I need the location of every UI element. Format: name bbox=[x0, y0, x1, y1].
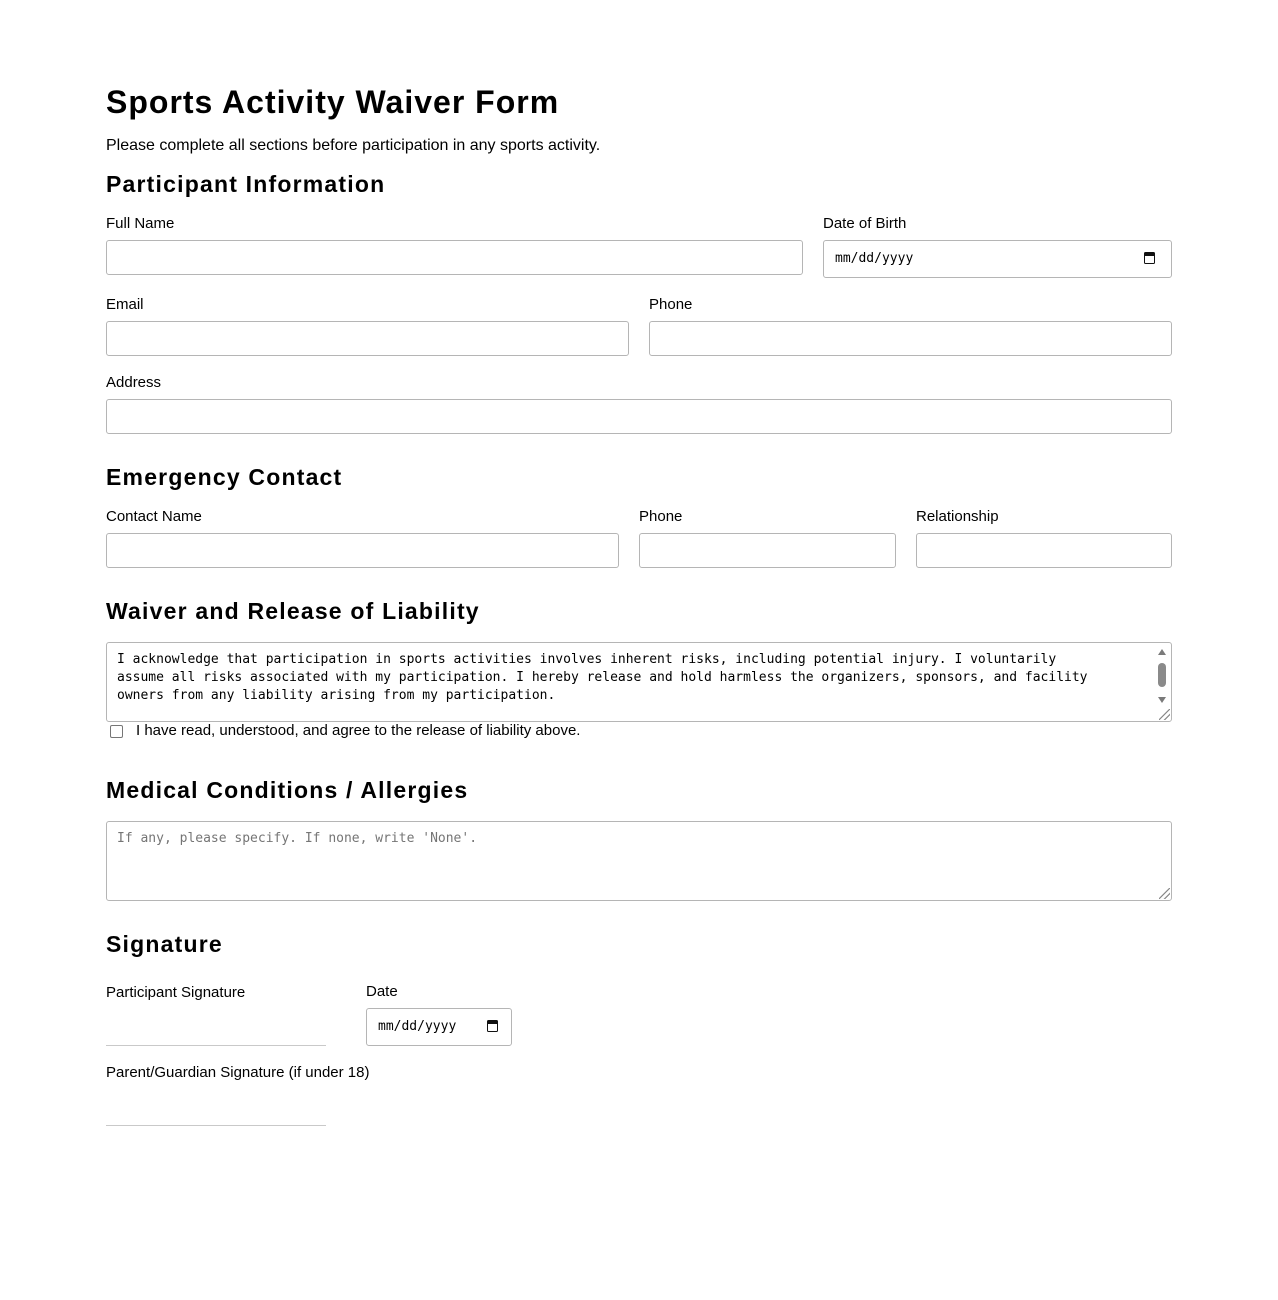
email-input[interactable] bbox=[106, 321, 629, 356]
signature-date-input[interactable] bbox=[366, 1008, 512, 1046]
contact-phone-input[interactable] bbox=[639, 533, 896, 568]
medical-placeholder: If any, please specify. If none, write 'None'. bbox=[117, 831, 478, 846]
emergency-heading: Emergency Contact bbox=[106, 464, 343, 490]
intro-text: Please complete all sections before participation in any sports activity. bbox=[106, 137, 601, 154]
address-label: Address bbox=[106, 374, 162, 391]
signature-heading: Signature bbox=[106, 931, 223, 957]
full-name-label: Full Name bbox=[106, 215, 175, 232]
signature-date-placeholder: mm/dd/yyyy bbox=[378, 1019, 457, 1034]
resize-grip-icon[interactable] bbox=[1159, 709, 1170, 720]
guardian-signature-label: Parent/Guardian Signature (if under 18) bbox=[106, 1064, 370, 1081]
phone-input[interactable] bbox=[649, 321, 1172, 356]
full-name-input[interactable] bbox=[106, 240, 803, 275]
address-input[interactable] bbox=[106, 399, 1172, 434]
scroll-up-arrow-icon[interactable] bbox=[1158, 649, 1166, 655]
email-label: Email bbox=[106, 296, 144, 313]
calendar-icon[interactable] bbox=[1144, 252, 1155, 264]
dob-input[interactable] bbox=[823, 240, 1172, 278]
medical-textarea[interactable] bbox=[106, 821, 1172, 901]
contact-name-input[interactable] bbox=[106, 533, 619, 568]
participant-heading: Participant Information bbox=[106, 171, 386, 197]
signature-date-label: Date bbox=[366, 983, 398, 1000]
scroll-thumb[interactable] bbox=[1158, 663, 1166, 687]
participant-signature-label: Participant Signature bbox=[106, 984, 246, 1001]
resize-grip-icon[interactable] bbox=[1159, 888, 1170, 899]
waiver-text: I acknowledge that participation in sports activities involves inherent risks, including potential injury. I voluntarily assume all risks associated with my participation. I hereby release and hold harmless the organizers, sponsors, and facility owners from any liability arising from my participation. bbox=[117, 652, 1088, 703]
waiver-textarea[interactable] bbox=[106, 642, 1172, 722]
contact-name-label: Contact Name bbox=[106, 508, 202, 525]
calendar-icon[interactable] bbox=[487, 1020, 498, 1032]
waiver-scrollbar[interactable] bbox=[1155, 645, 1169, 707]
relationship-input[interactable] bbox=[916, 533, 1172, 568]
dob-placeholder: mm/dd/yyyy bbox=[835, 251, 914, 266]
contact-phone-label: Phone bbox=[639, 508, 683, 525]
guardian-signature-line[interactable] bbox=[106, 1125, 326, 1126]
participant-signature-line[interactable] bbox=[106, 1045, 326, 1046]
page-title: Sports Activity Waiver Form bbox=[106, 84, 560, 120]
relationship-label: Relationship bbox=[916, 508, 999, 525]
agree-label[interactable]: I have read, understood, and agree to the release of liability above. bbox=[136, 722, 581, 739]
scroll-down-arrow-icon[interactable] bbox=[1158, 697, 1166, 703]
medical-heading: Medical Conditions / Allergies bbox=[106, 777, 469, 803]
waiver-heading: Waiver and Release of Liability bbox=[106, 598, 480, 624]
agree-checkbox[interactable] bbox=[110, 725, 123, 738]
dob-label: Date of Birth bbox=[823, 215, 907, 232]
phone-label: Phone bbox=[649, 296, 693, 313]
